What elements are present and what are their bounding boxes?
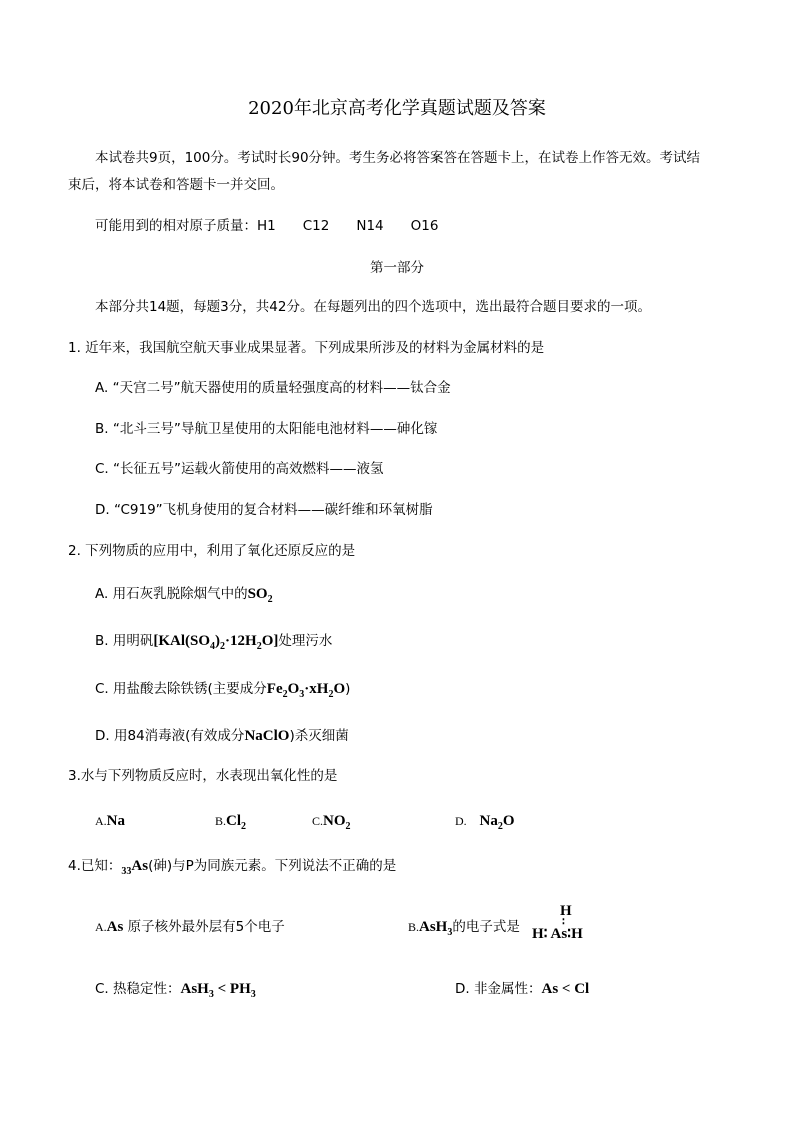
q1-option-b: B. “北斗三号”导航卫星使用的太阳能电池材料——砷化镓 <box>95 421 438 437</box>
question-4-stem: 4.已知：$_{33}$As(砷)与P为同族元素。下列说法不正确的是 <box>68 858 397 877</box>
ed-bottom: H∶ As∶H <box>532 926 583 942</box>
ed-dots: ∶ <box>562 916 565 928</box>
q4-option-d: D. 非金属性：As < Cl <box>455 981 590 997</box>
q1-option-a: A. “天宫二号”航天器使用的质量轻强度高的材料——钛合金 <box>95 380 451 396</box>
question-3-stem: 3.水与下列物质反应时，水表现出氧化性的是 <box>68 768 338 784</box>
q2-option-b: B. 用明矾$[KAl(SO_4)_2\cdot 12H_2O]$处理污水 <box>95 633 333 652</box>
q3-option-a: A.Na <box>95 813 126 829</box>
q3-option-c: $C.NO_2$ <box>312 813 351 832</box>
q2-option-a: A. 用石灰乳脱除烟气中的$SO_2$ <box>95 586 273 605</box>
ed-top-h: H <box>560 903 572 919</box>
atomic-mass: 可能用到的相对原子质量：H1 C12 N14 O16 <box>95 218 439 234</box>
q1-option-c: C. “长征五号”运载火箭使用的高效燃料——液氢 <box>95 461 384 477</box>
intro-line-1: 本试卷共9页，100分。考试时长90分钟。考生务必将答案答在答题卡上，在试卷上作答无效。考试结 <box>95 150 701 166</box>
q1-option-d: D. “C919”飞机身使用的复合材料——碳纤维和环氧树脂 <box>95 502 433 518</box>
question-1-stem: 1. 近年来，我国航空航天事业成果显著。下列成果所涉及的材料为金属材料的是 <box>68 340 545 356</box>
q3-option-b: $B.Cl_2$ <box>215 813 247 832</box>
q4-option-b: B.AsH$_3$的电子式是 <box>408 919 520 938</box>
q4-option-a: A.As 原子核外最外层有5个电子 <box>95 919 285 935</box>
intro-line-2: 束后，将本试卷和答题卡一并交回。 <box>68 177 284 193</box>
q4-option-c: C. 热稳定性：$AsH_3 < PH_3$ <box>95 981 256 1000</box>
q2-option-d: D. 用84消毒液(有效成分NaClO)杀灭细菌 <box>95 728 349 744</box>
section-title: 第一部分 <box>370 260 424 276</box>
page-title: 2020年北京高考化学真题试题及答案 <box>248 98 546 119</box>
question-2-stem: 2. 下列物质的应用中，利用了氧化还原反应的是 <box>68 543 356 559</box>
q3-option-d: D. $Na_2O$ <box>455 813 515 832</box>
section-desc: 本部分共14题，每题3分，共42分。在每题列出的四个选项中，选出最符合题目要求的一项。 <box>95 299 651 315</box>
q2-option-c: C. 用盐酸去除铁锈(主要成分$Fe_2O_3\cdot xH_2O$) <box>95 681 351 700</box>
electron-formula <box>532 904 583 941</box>
